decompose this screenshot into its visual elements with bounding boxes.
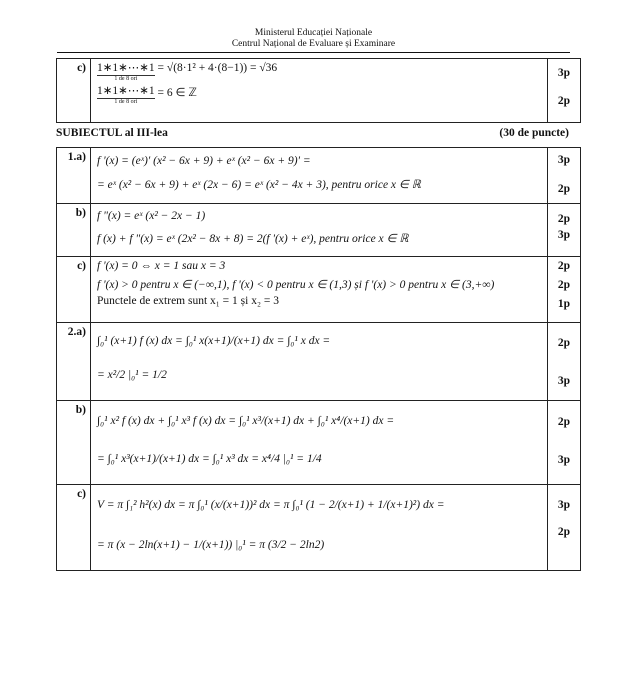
points: 2p <box>557 183 571 195</box>
solution-line: V = π ∫₁² h²(x) dx = π ∫₀¹ (x/(x+1))² dx = π ∫₀¹ (1 − 2/(x+1) + 1/(x+1)²) dx = <box>97 499 445 511</box>
table-row <box>57 257 581 323</box>
solution-table <box>56 147 581 571</box>
solution-line <box>97 85 547 106</box>
row-label: c) <box>57 257 91 323</box>
points-cell <box>548 257 581 323</box>
points: 2p <box>557 95 571 107</box>
solution-line: f '(x) = (eˣ)' (x² − 6x + 9) + eˣ (x² − 6x + 9)' = <box>97 155 311 167</box>
solution-line: = ∫₀¹ x³(x+1)/(x+1) dx = ∫₀¹ x³ dx = x⁴/4 |₀¹ = 1/4 <box>97 453 322 465</box>
solution-line: Punctele de extrem sunt x₁ = 1 și x₂ = 3 <box>97 295 279 307</box>
solution-line <box>97 62 547 83</box>
row-label: c) <box>57 485 91 571</box>
solution-line: = π (x − 2ln(x+1) − 1/(x+1)) |₀¹ = π (3/2 − 2ln2) <box>97 539 325 551</box>
row-body <box>91 401 548 485</box>
section-points: (30 de puncte) <box>499 127 569 139</box>
solution-line: ∫₀¹ (x+1) f (x) dx = ∫₀¹ x(x+1)/(x+1) dx = ∫₀¹ x dx = <box>97 335 331 347</box>
points-cell <box>548 59 581 123</box>
points: 2p <box>557 337 571 349</box>
row-body <box>91 204 548 257</box>
points: 2p <box>557 213 571 225</box>
points-cell <box>548 485 581 571</box>
row-label: b) <box>57 204 91 257</box>
row-label: c) <box>57 59 91 123</box>
row-label: b) <box>57 401 91 485</box>
solution-line: ∫₀¹ x² f (x) dx + ∫₀¹ x³ f (x) dx = ∫₀¹ x³/(x+1) dx + ∫₀¹ x⁴/(x+1) dx = <box>97 415 395 427</box>
prev-solution-table <box>56 58 581 123</box>
row-label: 1.a) <box>57 148 91 204</box>
solution-line: f (x) + f "(x) = eˣ (2x² − 8x + 8) = 2(f '(x) + eˣ), pentru orice x ∈ ℝ <box>97 233 409 245</box>
row-body <box>91 485 548 571</box>
underbrace: 1∗1∗⋯∗1 1 de 8 ori <box>97 62 155 82</box>
points-cell <box>548 401 581 485</box>
solution-line: = eˣ (x² − 6x + 9) + eˣ (2x − 6) = eˣ (x² − 4x + 3), pentru orice x ∈ ℝ <box>97 179 421 191</box>
points: 3p <box>557 229 571 241</box>
row-body <box>91 323 548 401</box>
table-row <box>57 401 581 485</box>
section-title: SUBIECTUL al III-lea <box>56 127 168 139</box>
points: 2p <box>557 279 571 291</box>
solution-line: f "(x) = eˣ (x² − 2x − 1) <box>97 210 206 222</box>
solution-line: = x²/2 |₀¹ = 1/2 <box>97 369 167 381</box>
points: 2p <box>557 260 571 272</box>
row-body <box>91 148 548 204</box>
underbrace: 1∗1∗⋯∗1 1 de 8 ori <box>97 85 155 105</box>
table-row <box>57 59 581 123</box>
points: 3p <box>557 454 571 466</box>
row-label: 2.a) <box>57 323 91 401</box>
points: 1p <box>557 298 571 310</box>
header-ministry: Ministerul Educației Naționale <box>254 28 373 38</box>
table-row <box>57 204 581 257</box>
solution-rhs: = √(8·1² + 4·(8−1)) = √36 <box>157 62 278 74</box>
row-body <box>91 257 548 323</box>
points-cell <box>548 323 581 401</box>
points: 3p <box>557 154 571 166</box>
solution-line: f '(x) > 0 pentru x ∈ (−∞,1), f '(x) < 0 pentru x ∈ (1,3) și f '(x) > 0 pentru x ∈ (3,+∞) <box>97 279 495 291</box>
table-row <box>57 323 581 401</box>
table-row <box>57 148 581 204</box>
solution-line: f '(x) = 0 ⇔ x = 1 sau x = 3 <box>97 260 226 272</box>
points-cell <box>548 204 581 257</box>
points: 3p <box>557 67 571 79</box>
points: 2p <box>557 416 571 428</box>
solution-rhs: = 6 ∈ ℤ <box>157 87 197 99</box>
points: 3p <box>557 499 571 511</box>
table-row <box>57 485 581 571</box>
header-center: Centrul Național de Evaluare și Examinare <box>231 39 396 49</box>
points: 2p <box>557 526 571 538</box>
header-rule <box>57 52 570 53</box>
row-body <box>91 59 548 123</box>
points: 3p <box>557 375 571 387</box>
points-cell <box>548 148 581 204</box>
